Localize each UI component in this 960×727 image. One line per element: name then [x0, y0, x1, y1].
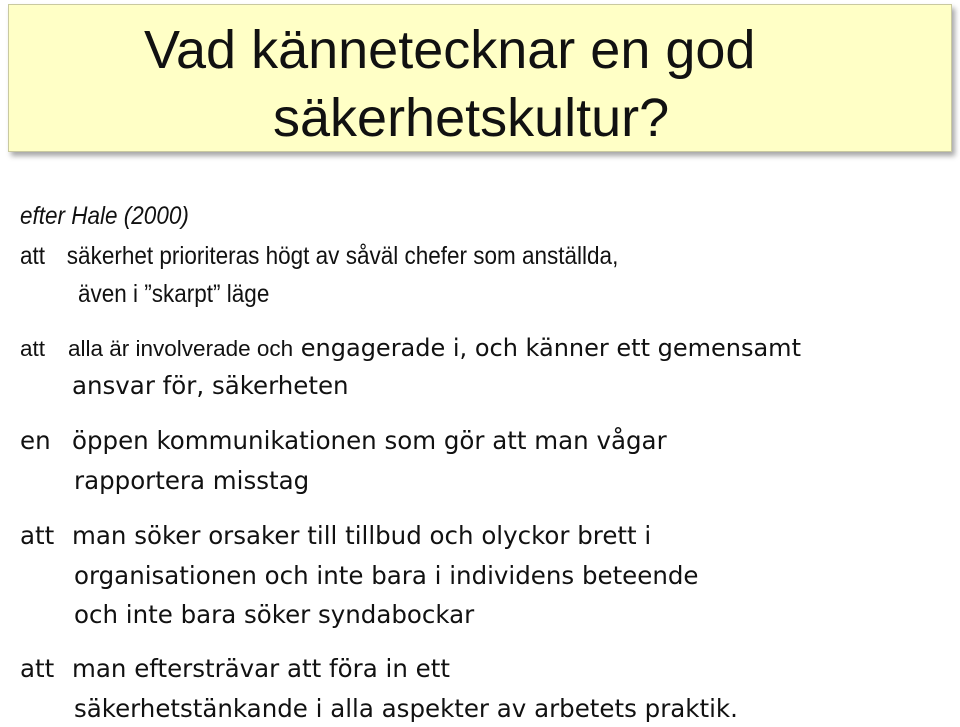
item-text-line: säkerhet prioriteras högt av såväl chefer som anställda, [66, 242, 619, 270]
item-text-line: man eftersträvar att föra in ett [72, 654, 450, 683]
item-text-head: alla är involverade och [68, 336, 294, 361]
title-box [8, 4, 952, 152]
item-lead-word: en [20, 426, 51, 455]
item-text-line: öppen kommunikationen som gör att man vågar [72, 426, 667, 455]
slide-title-line-1: Vad kännetecknar en god [144, 20, 756, 80]
item-lead-word: att [20, 654, 55, 683]
item-text-line: man söker orsaker till tillbud och olyckor brett i [72, 521, 652, 550]
item-lead-word: att [20, 336, 46, 361]
item-lead-word: att [20, 521, 55, 550]
item-text-line: säkerhetstänkande i alla aspekter av arbetets praktik. [74, 694, 738, 723]
slide-title-line-2: säkerhetskultur? [273, 88, 670, 148]
item-text-line: ansvar för, säkerheten [72, 371, 349, 400]
source-citation: efter Hale (2000) [20, 202, 189, 230]
item-text-line: och inte bara söker syndabockar [74, 600, 475, 629]
item-text-line: rapportera misstag [74, 466, 310, 495]
list-item [20, 239, 618, 273]
list-item [20, 519, 651, 553]
list-item [20, 424, 667, 458]
item-text-line: även i ”skarpt” läge [78, 280, 270, 308]
list-item [20, 652, 450, 686]
item-text-line: organisationen och inte bara i individens beteende [74, 561, 699, 590]
item-text-tail: engagerade i, och känner ett gemensamt [293, 334, 801, 362]
list-item [20, 330, 801, 366]
item-lead-word: att [20, 242, 46, 270]
